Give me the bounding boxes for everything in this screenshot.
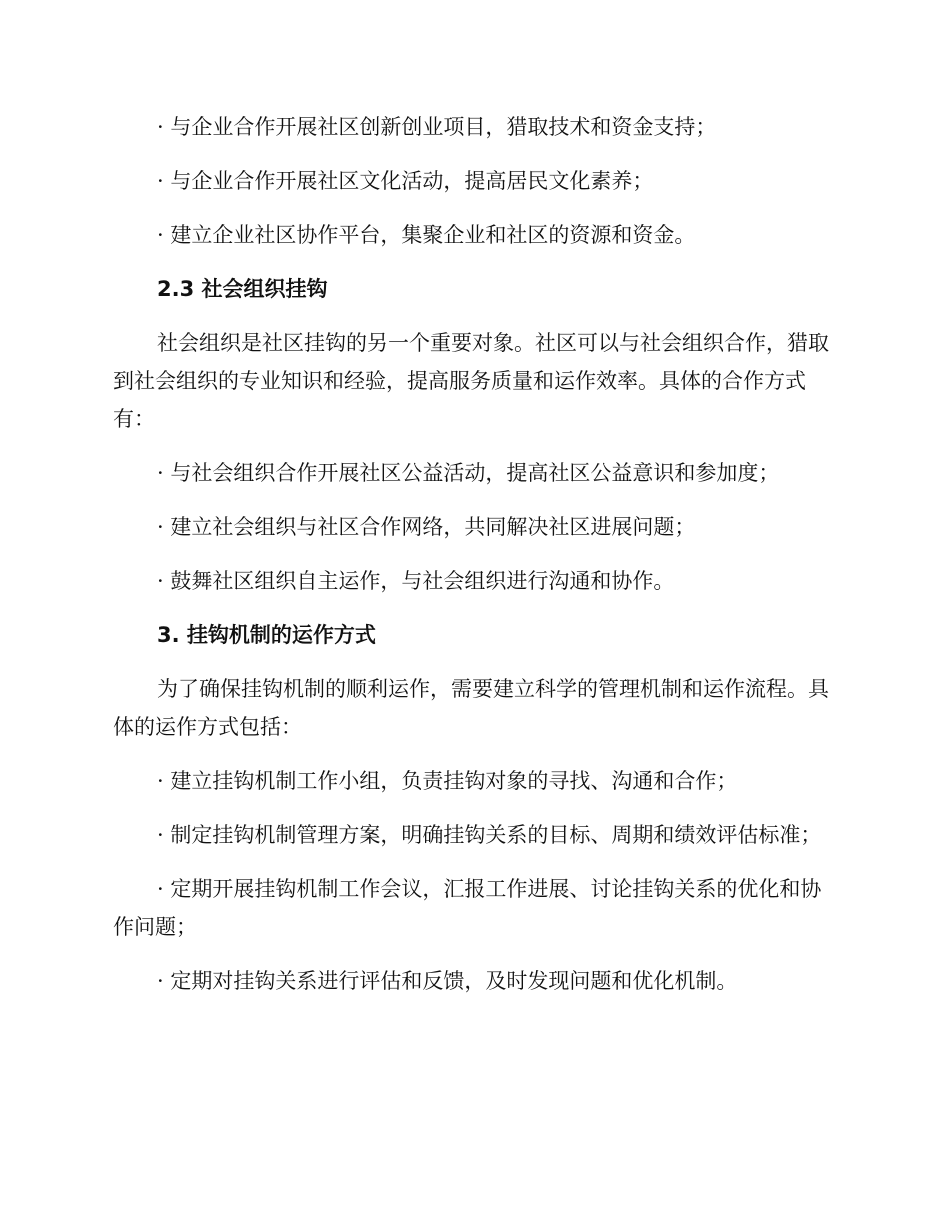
paragraph: 为了确保挂钩机制的顺利运作，需要建立科学的管理机制和运作流程。具体的运作方式包括： xyxy=(113,677,829,739)
bullet-item: · 定期开展挂钩机制工作会议，汇报工作进展、讨论挂钩关系的优化和协作问题； xyxy=(113,877,822,939)
paragraph: 社会组织是社区挂钩的另一个重要对象。社区可以与社会组织合作，猎取到社会组织的专业知识和经验，提高服务质量和运作效率。具体的合作方式有： xyxy=(113,331,829,431)
document-body xyxy=(113,108,833,1016)
bullet-item: · 制定挂钩机制管理方案，明确挂钩关系的目标、周期和绩效评估标准； xyxy=(157,823,822,847)
bullet-item: · 与企业合作开展社区创新创业项目，猎取技术和资金支持； xyxy=(157,115,717,139)
bullet-item: · 建立挂钩机制工作小组，负责挂钩对象的寻找、沟通和合作； xyxy=(157,769,738,793)
bullet-item: · 与企业合作开展社区文化活动，提高居民文化素养； xyxy=(157,169,654,193)
bullet-item: · 建立企业社区协作平台，集聚企业和社区的资源和资金。 xyxy=(157,223,696,247)
bullet-item: · 与社会组织合作开展社区公益活动，提高社区公益意识和参加度； xyxy=(157,461,780,485)
section-heading: 2.3 社会组织挂钩 xyxy=(157,277,328,301)
bullet-item: · 定期对挂钩关系进行评估和反馈，及时发现问题和优化机制。 xyxy=(157,969,738,993)
bullet-item: · 鼓舞社区组织自主运作，与社会组织进行沟通和协作。 xyxy=(157,569,675,593)
bullet-item: · 建立社会组织与社区合作网络，共同解决社区进展问题； xyxy=(157,515,696,539)
section-heading: 3. 挂钩机制的运作方式 xyxy=(157,623,376,647)
